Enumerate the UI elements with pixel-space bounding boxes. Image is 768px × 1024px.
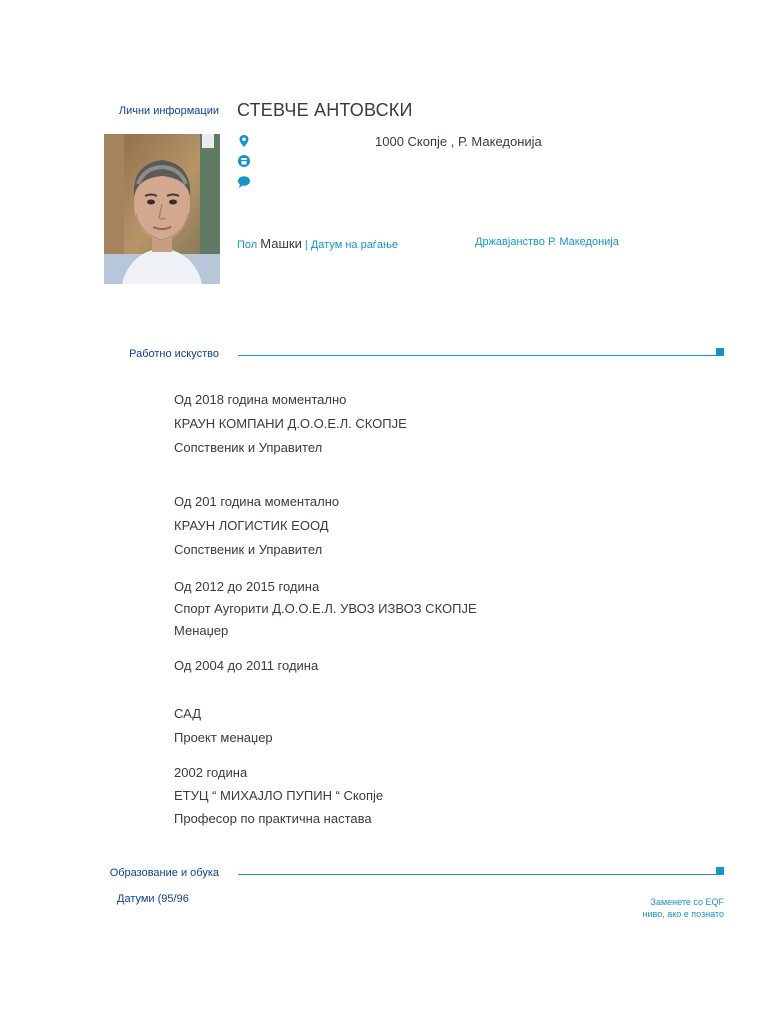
work-period: Од 201 година моментално [174,494,340,509]
work-company: Спорт Аугорити Д.О.О.Е.Л. УВОЗ ИЗВОЗ СКОПЈЕ [174,601,477,616]
work-period: Од 2012 до 2015 година [174,579,320,594]
work-entry [174,761,383,830]
nationality-label: Државјанство [475,236,545,248]
work-company: КРАУН КОМПАНИ Д.О.О.Е.Л. СКОПЈЕ [174,416,407,431]
person-name: СТЕВЧЕ АНТОВСКИ [237,100,413,120]
work-role: Сопственик и Управител [174,440,323,455]
work-company: САД [174,706,202,721]
eqf-note-line: ниво, ако е познато [642,909,724,919]
education-section-marker [716,867,724,875]
address-text: 1000 Скопје , Р. Македонија [375,134,542,149]
portrait-illustration [104,134,220,284]
work-company: КРАУН ЛОГИСТИК ЕООД [174,518,329,533]
eqf-note [643,896,724,920]
work-company: ЕТУЦ “ МИХАЈЛО ПУПИН “ Скопје [174,788,384,803]
work-entry [174,654,318,750]
nationality-value: Р. Македонија [547,236,619,248]
chat-icon [237,175,251,189]
work-entry [174,490,339,562]
work-period: Од 2004 до 2011 година [174,658,319,673]
work-role: Проект менаџер [174,730,273,745]
nationality-line [475,236,619,248]
sex-label: Пол [237,239,258,251]
sex-dob-line [237,236,398,251]
sex-value: Машки [260,236,302,251]
work-experience-label: Работно искуство [129,348,219,360]
work-section-rule [238,355,717,356]
location-pin-icon [237,134,251,148]
work-entry [174,576,477,642]
education-section-rule [238,874,717,875]
separator: | [304,239,308,251]
work-period: 2002 година [174,765,248,780]
work-role: Менаџер [174,623,229,638]
dob-label: Датум на раѓање [310,239,398,251]
work-section-marker [716,348,724,356]
profile-photo [104,134,220,284]
personal-info-label: Лични информации [118,105,219,117]
education-dates: Датуми (95/96 [117,893,189,905]
work-role: Сопственик и Управител [174,542,323,557]
phone-icon [237,154,251,168]
eqf-note-line: Заменете со EQF [650,897,724,907]
education-label: Образование и обука [109,867,219,879]
work-role: Професор по практична настава [174,811,372,826]
work-entry [174,388,407,460]
work-period: Од 2018 година моментално [174,392,347,407]
